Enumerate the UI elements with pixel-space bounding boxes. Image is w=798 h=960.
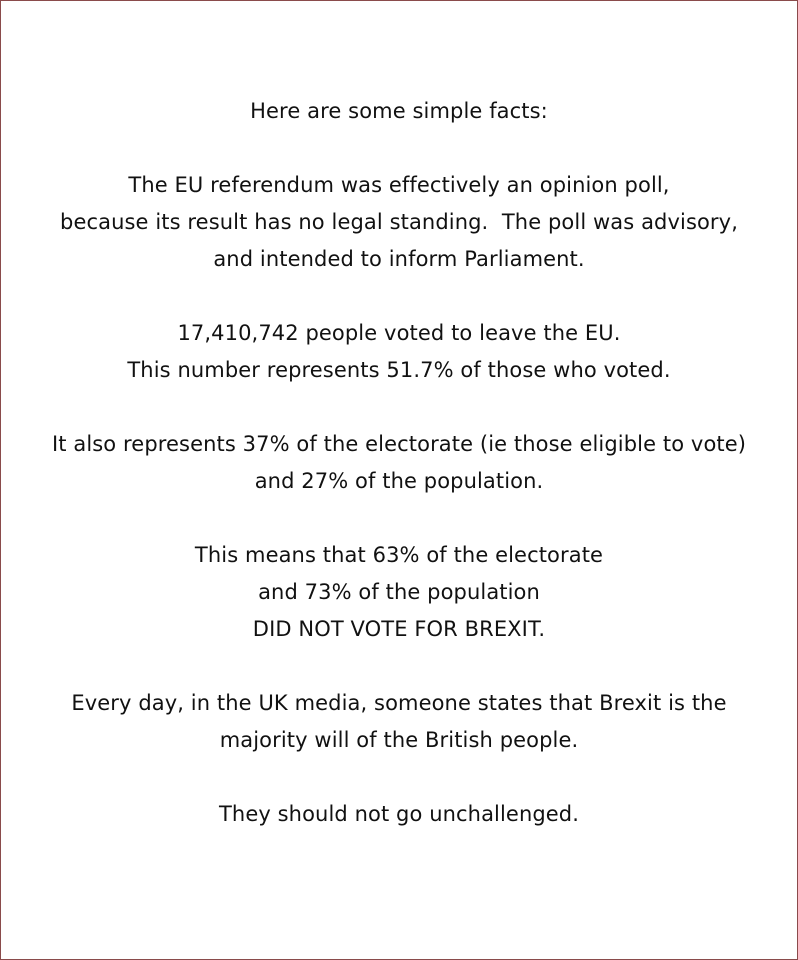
text-line: This means that 63% of the electorate xyxy=(194,543,604,567)
paragraph-did-not-vote xyxy=(1,537,797,648)
text-line: DID NOT VOTE FOR BREXIT. xyxy=(252,617,546,641)
paragraph-media xyxy=(1,685,797,759)
paragraph-referendum xyxy=(1,167,797,278)
text-line: and intended to inform Parliament. xyxy=(213,247,585,271)
text-line: and 27% of the population. xyxy=(254,469,544,493)
paragraph-intro xyxy=(1,93,797,130)
text-line: Here are some simple facts: xyxy=(250,99,548,123)
text-line: They should not go unchallenged. xyxy=(218,802,580,826)
text-line: It also represents 37% of the electorate (ie those eligible to vote) xyxy=(51,432,747,456)
paragraph-electorate-share xyxy=(1,426,797,500)
text-line: and 73% of the population xyxy=(258,580,540,604)
text-line: Every day, in the UK media, someone states that Brexit is the xyxy=(71,691,727,715)
text-line: The EU referendum was effectively an opinion poll, xyxy=(128,173,670,197)
text-line: This number represents 51.7% of those who voted. xyxy=(127,358,671,382)
text-line: because its result has no legal standing. The poll was advisory, xyxy=(60,210,738,234)
paragraph-leave-votes xyxy=(1,315,797,389)
text-line: majority will of the British people. xyxy=(219,728,579,752)
document-body xyxy=(1,93,797,870)
text-line: 17,410,742 people voted to leave the EU. xyxy=(177,321,621,345)
paragraph-conclusion xyxy=(1,796,797,833)
